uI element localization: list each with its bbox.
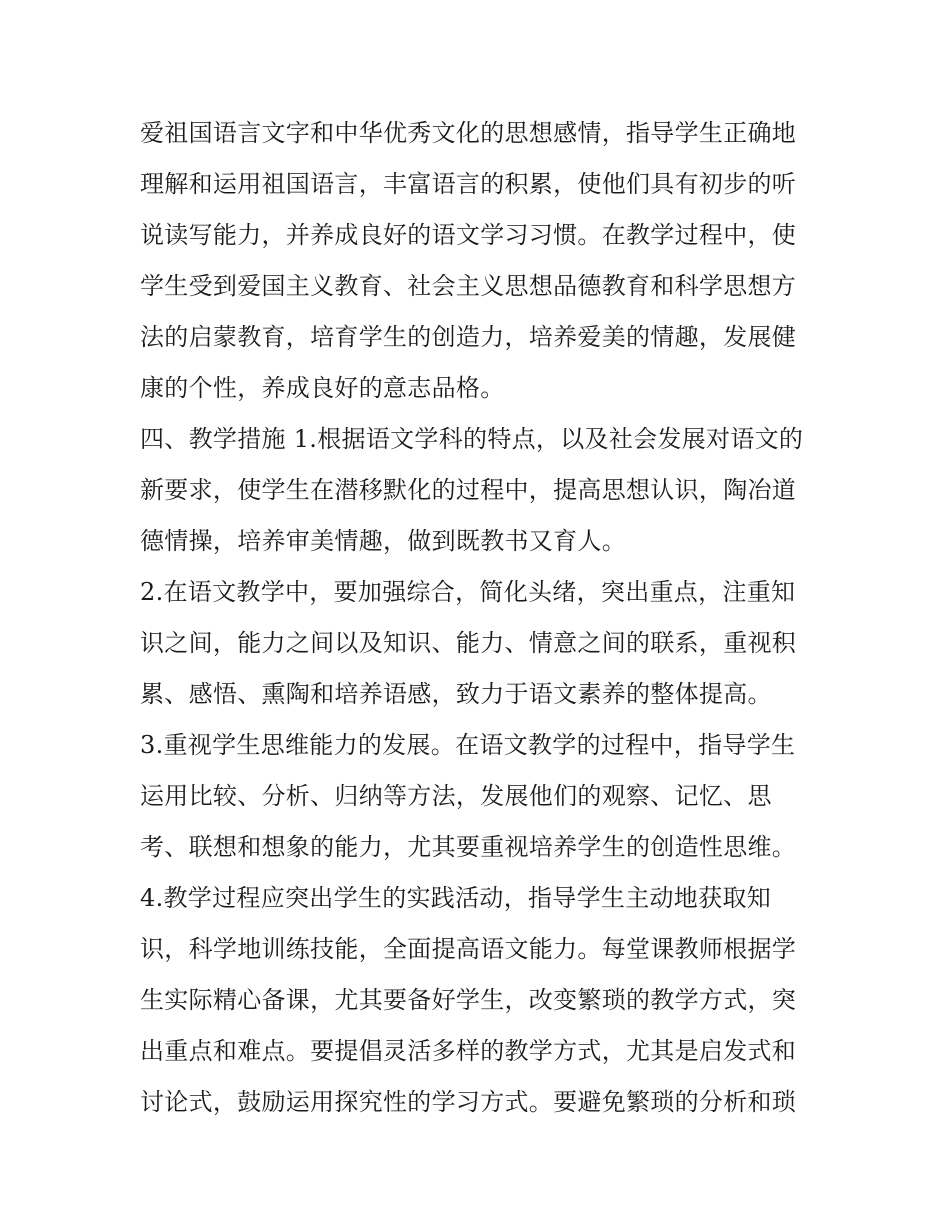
text-line: 考、联想和想象的能力，尤其要重视培养学生的创造性思维。 [140, 833, 797, 861]
text-line: 2.在语文教学中，要加强综合，简化头绪，突出重点，注重知 [140, 578, 796, 606]
text-line: 理解和运用祖国语言，丰富语言的积累，使他们具有初步的听 [140, 170, 797, 198]
text-line: 出重点和难点。要提倡灵活多样的教学方式，尤其是启发式和 [140, 1037, 797, 1065]
text-line: 学生受到爱国主义教育、社会主义思想品德教育和科学思想方 [140, 272, 797, 300]
text-line: 识，科学地训练技能，全面提高语文能力。每堂课教师根据学 [140, 935, 797, 963]
text-line: 识之间，能力之间以及知识、能力、情意之间的联系，重视积 [140, 629, 797, 657]
text-line: 四、教学措施 1.根据语文学科的特点，以及社会发展对语文的 [140, 425, 804, 453]
text-line: 新要求，使学生在潜移默化的过程中，提高思想认识，陶冶道 [140, 476, 797, 504]
text-line: 康的个性，养成良好的意志品格。 [140, 374, 505, 402]
text-line: 说读写能力，并养成良好的语文学习习惯。在教学过程中，使 [140, 221, 797, 249]
document-body [140, 108, 820, 1128]
text-line: 运用比较、分析、归纳等方法，发展他们的观察、记忆、思 [140, 782, 772, 810]
text-line: 4.教学过程应突出学生的实践活动，指导学生主动地获取知 [140, 884, 771, 912]
text-line: 3.重视学生思维能力的发展。在语文教学的过程中，指导学生 [140, 731, 796, 759]
text-line: 讨论式，鼓励运用探究性的学习方式。要避免繁琐的分析和琐 [140, 1088, 797, 1116]
text-line: 德情操，培养审美情趣，做到既教书又育人。 [140, 527, 626, 555]
text-line: 累、感悟、熏陶和培养语感，致力于语文素养的整体提高。 [140, 680, 772, 708]
text-line: 生实际精心备课，尤其要备好学生，改变繁琐的教学方式，突 [140, 986, 797, 1014]
text-line: 法的启蒙教育，培育学生的创造力，培养爱美的情趣，发展健 [140, 323, 797, 351]
text-line: 爱祖国语言文字和中华优秀文化的思想感情，指导学生正确地 [140, 119, 797, 147]
